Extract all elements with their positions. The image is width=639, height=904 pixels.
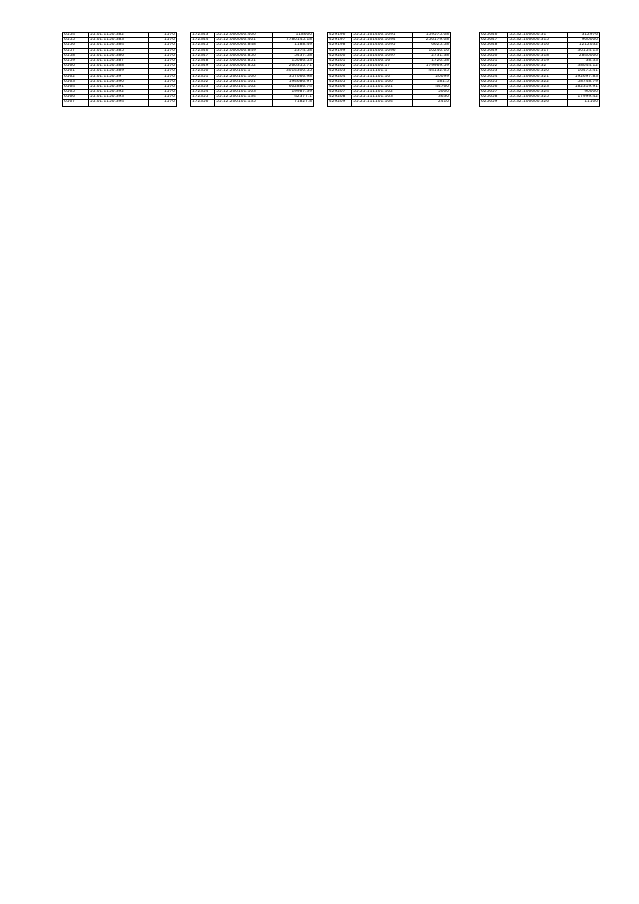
- account-code-cell: 55.25.111101.1: [351, 69, 412, 73]
- account-code-cell: 55.25.101400.16: [351, 59, 412, 63]
- account-code-cell: 55.32.106600.317: [507, 49, 567, 53]
- account-code-cell: 55.01.1150.387: [88, 59, 148, 63]
- account-code-cell: 55.01.1150.383: [88, 38, 148, 42]
- account-code-cell: 55.32.106600.325: [507, 95, 567, 99]
- row-number-cell: 429197: [329, 38, 346, 43]
- row-number-cell: 625656: [481, 84, 498, 89]
- row-number-cell: 625653: [481, 69, 498, 74]
- account-code-cell: 55.12.000000.401: [214, 38, 271, 42]
- row-number-cell: 625651: [481, 58, 498, 63]
- row-number-cell: 625648: [481, 43, 498, 48]
- amount-cell: 3014300.55: [272, 69, 313, 73]
- amount-cell: 58748.79: [567, 80, 599, 84]
- amount-cell: 71827.8: [272, 100, 313, 105]
- row-number-cell: 429208: [329, 95, 346, 100]
- row-number-cell: 429207: [329, 90, 346, 95]
- row-number-cell: 429201: [329, 58, 346, 63]
- amount-cell: 182319.91: [567, 85, 599, 89]
- account-code-cell: 55.25.111101.101: [351, 85, 412, 89]
- row-number-cell: 172352: [192, 79, 209, 84]
- account-code-cell: 55.25.101400.1095: [351, 43, 412, 47]
- account-code-cell: 55.25.101400.17: [351, 64, 412, 68]
- account-code-cell: 55.01.1150.386: [88, 54, 148, 58]
- amount-cell: 44760: [412, 85, 450, 89]
- amount-cell: 194686.97: [272, 80, 313, 84]
- amount-cell: 181.5: [412, 80, 450, 84]
- amount-cell: 1570: [148, 69, 176, 73]
- account-code-cell: 55.01.1150.392: [88, 90, 148, 94]
- amount-cell: 15086.53: [272, 59, 313, 63]
- row-number-cell: 625658: [481, 95, 498, 100]
- amount-cell: 260355.71: [272, 64, 313, 68]
- row-number-cell: 172348: [192, 58, 209, 63]
- row-number-cell: 6558: [64, 53, 75, 58]
- account-code-cell: 55.01.1150.388: [88, 64, 148, 68]
- row-number-cell: 429204: [329, 74, 346, 79]
- amount-cell: 38.33: [567, 59, 599, 63]
- amount-cell: 1212032: [567, 43, 599, 47]
- account-code-cell: 55.12.200101.134: [214, 95, 271, 99]
- amount-cell: 118600: [272, 33, 313, 37]
- account-code-cell: 55.01.1150.384: [88, 43, 148, 47]
- row-number-cell: 429196: [329, 33, 346, 37]
- account-code-cell: 55.12.200101.102: [214, 85, 271, 89]
- account-code-cell: 55.12.200101.135: [214, 100, 271, 105]
- account-code-cell: 55.01.1150.391: [88, 85, 148, 89]
- account-code-cell: 55.25.101400.1094: [351, 38, 412, 42]
- amount-cell: 1570: [148, 33, 176, 37]
- row-number-cell: 625649: [481, 48, 498, 53]
- amount-cell: 19987.39: [272, 90, 313, 94]
- account-code-cell: 55.01.1150.394: [88, 100, 148, 105]
- amount-cell: 192697.83: [567, 75, 599, 79]
- row-number-cell: 172346: [192, 48, 209, 53]
- amount-cell: 20099: [412, 75, 450, 79]
- amount-cell: 1570: [148, 80, 176, 84]
- account-code-cell: 55.12.000000.850: [214, 54, 271, 58]
- account-code-cell: 55.12.000000.400: [214, 33, 271, 37]
- row-number-cell: 172356: [192, 100, 209, 105]
- amount-cell: 1570: [148, 75, 176, 79]
- account-code-cell: 55.32.106600.319: [507, 59, 567, 63]
- account-code-cell: 55.12.200101.1: [214, 69, 271, 73]
- row-number-cell: 172353: [192, 84, 209, 89]
- data-table-block-2: [190, 32, 314, 107]
- amount-cell: 16475.41: [567, 69, 599, 73]
- table-row: [328, 100, 450, 105]
- account-code-cell: 55.25.111101.102: [351, 90, 412, 94]
- amount-cell: 44132.65: [412, 69, 450, 73]
- amount-cell: 357066.98: [272, 75, 313, 79]
- row-number-cell: 6564: [64, 84, 75, 89]
- row-number-cell: 172354: [192, 90, 209, 95]
- account-code-cell: 55.25.101400.1091: [351, 33, 412, 37]
- row-number-cell: 6566: [64, 95, 75, 100]
- amount-cell: 1188.49: [272, 43, 313, 47]
- amount-cell: 179969.59: [412, 64, 450, 68]
- amount-cell: 17999.42: [567, 95, 599, 99]
- row-number-cell: 172355: [192, 95, 209, 100]
- row-number-cell: 6559: [64, 58, 75, 63]
- amount-cell: 5437.58: [272, 54, 313, 58]
- row-number-cell: 625655: [481, 79, 498, 84]
- amount-cell: 30154.13: [567, 49, 599, 53]
- account-code-cell: 55.25.111101.100: [351, 80, 412, 84]
- amount-cell: 2731.38: [412, 54, 450, 58]
- amount-cell: 1570: [148, 85, 176, 89]
- row-number-cell: 429209: [329, 100, 346, 105]
- table-row: [480, 100, 599, 105]
- row-number-cell: 172347: [192, 53, 209, 58]
- amount-cell: 1570: [148, 90, 176, 94]
- account-code-cell: 55.32.106600.320: [507, 69, 567, 73]
- account-code-cell: 55.32.106600.322: [507, 80, 567, 84]
- amount-cell: 2410: [412, 100, 450, 105]
- account-code-cell: 55.12.200101.101: [214, 80, 271, 84]
- account-code-cell: 55.25.111101.103: [351, 95, 412, 99]
- row-number-cell: 6560: [64, 64, 75, 69]
- account-code-cell: 55.25.111101.104: [351, 100, 412, 105]
- account-code-cell: 55.25.111101.10: [351, 75, 412, 79]
- row-number-cell: 172344: [192, 38, 209, 43]
- account-code-cell: 55.12.000000.851: [214, 59, 271, 63]
- row-number-cell: 625652: [481, 64, 498, 69]
- table-row: [63, 100, 176, 105]
- account-code-cell: 55.01.1150.393: [88, 95, 148, 99]
- account-code-cell: 55.32.106600.318: [507, 54, 567, 58]
- account-code-cell: 55.25.101400.1096: [351, 49, 412, 53]
- amount-cell: 38044.12: [567, 64, 599, 68]
- row-number-cell: 429199: [329, 48, 346, 53]
- amount-cell: 1570: [148, 43, 176, 47]
- row-number-cell: 6562: [64, 74, 75, 79]
- row-number-cell: 625647: [481, 38, 498, 43]
- row-number-cell: 6565: [64, 90, 75, 95]
- row-number-cell: 625650: [481, 53, 498, 58]
- row-number-cell: 429200: [329, 53, 346, 58]
- row-number-cell: 172345: [192, 43, 209, 48]
- account-code-cell: 55.32.106600.32: [507, 64, 567, 68]
- amount-cell: 1570: [148, 38, 176, 42]
- row-number-cell: 429198: [329, 43, 346, 48]
- account-code-cell: 55.12.000000.849: [214, 49, 271, 53]
- data-table-block-3: [327, 32, 451, 107]
- row-number-cell: 6557: [64, 48, 75, 53]
- row-number-cell: 625659: [481, 100, 498, 105]
- amount-cell: 960000: [567, 38, 599, 42]
- account-code-cell: 55.01.1150.390: [88, 80, 148, 84]
- account-code-cell: 55.32.106600.324: [507, 90, 567, 94]
- account-code-cell: 55.01.1150.39: [88, 75, 148, 79]
- amount-cell: 5000: [412, 90, 450, 94]
- amount-cell: 10240.16: [412, 49, 450, 53]
- account-code-cell: 55.25.101400.1097: [351, 54, 412, 58]
- table-row: [191, 100, 313, 105]
- amount-cell: 1720.58: [412, 59, 450, 63]
- amount-cell: 6625.58: [412, 43, 450, 47]
- amount-cell: 2374.58: [272, 49, 313, 53]
- amount-cell: 256179.08: [412, 38, 450, 42]
- amount-cell: 159575.08: [412, 33, 450, 37]
- amount-cell: 1570: [148, 100, 176, 105]
- row-number-cell: 6554: [64, 33, 75, 37]
- amount-cell: 42377.1: [272, 95, 313, 99]
- row-number-cell: 172343: [192, 33, 209, 37]
- amount-cell: 2840000: [567, 54, 599, 58]
- amount-cell: 1570: [148, 59, 176, 63]
- data-table-block-1: [62, 32, 177, 107]
- amount-cell: 90000: [567, 90, 599, 94]
- amount-cell: 1570: [148, 95, 176, 99]
- account-code-cell: 55.01.1150.382: [88, 33, 148, 37]
- row-number-cell: 6556: [64, 43, 75, 48]
- account-code-cell: 55.12.200101.103: [214, 90, 271, 94]
- row-number-cell: 6567: [64, 100, 75, 105]
- account-code-cell: 55.32.106600.321: [507, 75, 567, 79]
- row-number-cell: 6563: [64, 79, 75, 84]
- amount-cell: 11100: [567, 100, 599, 105]
- row-number-cell: 172349: [192, 64, 209, 69]
- account-code-cell: 55.32.106600.315: [507, 38, 567, 42]
- row-number-cell: 6561: [64, 69, 75, 74]
- account-code-cell: 55.32.106600.316: [507, 43, 567, 47]
- row-number-cell: 625654: [481, 74, 498, 79]
- row-number-cell: 625657: [481, 90, 498, 95]
- amount-cell: 312976: [567, 33, 599, 37]
- row-number-cell: 172350: [192, 69, 209, 74]
- account-code-cell: 55.12.200101.100: [214, 75, 271, 79]
- row-number-cell: 625646: [481, 33, 498, 37]
- row-number-cell: 429205: [329, 79, 346, 84]
- amount-cell: 7780145.18: [272, 38, 313, 42]
- data-table-block-4: [479, 32, 600, 107]
- row-number-cell: 429202: [329, 64, 346, 69]
- row-number-cell: 429206: [329, 84, 346, 89]
- account-code-cell: 55.32.106600.323: [507, 85, 567, 89]
- amount-cell: 602886.74: [272, 85, 313, 89]
- account-code-cell: 55.12.000000.852: [214, 64, 271, 68]
- amount-cell: 1570: [148, 49, 176, 53]
- account-code-cell: 55.32.106600.326: [507, 100, 567, 105]
- amount-cell: 3630: [412, 95, 450, 99]
- row-number-cell: 172351: [192, 74, 209, 79]
- account-code-cell: 55.01.1150.389: [88, 69, 148, 73]
- row-number-cell: 6555: [64, 38, 75, 43]
- amount-cell: 1570: [148, 64, 176, 68]
- amount-cell: 1570: [148, 54, 176, 58]
- account-code-cell: 55.32.106600.31: [507, 33, 567, 37]
- account-code-cell: 55.12.000000.848: [214, 43, 271, 47]
- row-number-cell: 429203: [329, 69, 346, 74]
- account-code-cell: 55.01.1150.385: [88, 49, 148, 53]
